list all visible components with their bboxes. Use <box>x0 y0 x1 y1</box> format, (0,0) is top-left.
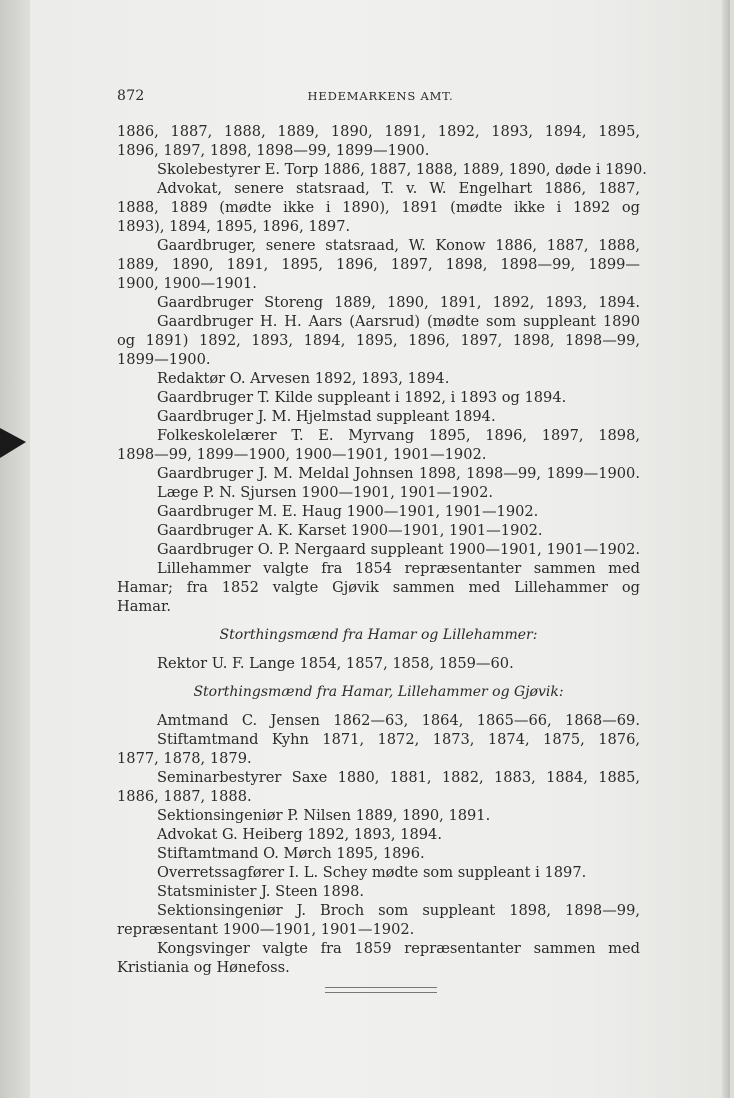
text-line: 1899—1900. <box>117 351 211 368</box>
heading-spacer <box>117 702 640 711</box>
heading-spacer <box>117 645 640 654</box>
text-line: Sektionsingeniør P. Nilsen 1889, 1890, 1891. <box>157 807 491 824</box>
text-line: Gaardbruger O. P. Nergaard suppleant 1900—1901, 1901—1902. <box>157 541 640 558</box>
text-line: 1898—99, 1899—1900, 1900—1901, 1901—1902. <box>117 446 487 463</box>
text-line: Seminarbestyrer Saxe 1880, 1881, 1882, 1883, 1884, 1885, <box>157 769 640 786</box>
text-line: 1886, 1887, 1888, 1889, 1890, 1891, 1892, 1893, 1894, 1895, <box>117 123 640 140</box>
text-line: Hamar; fra 1852 valgte Gjøvik sammen med Lillehammer og <box>117 579 640 596</box>
text-line: Amtmand C. Jensen 1862—63, 1864, 1865—66, 1868—69. <box>157 712 640 729</box>
text-line: Kongsvinger valgte fra 1859 repræsentanter sammen med <box>157 940 640 957</box>
page-right-edge <box>722 0 730 1098</box>
text-line: Skolebestyrer E. Torp 1886, 1887, 1888, 1889, 1890, døde i 1890. <box>157 161 647 178</box>
text-line: Gaardbruger M. E. Haug 1900—1901, 1901—1902. <box>157 503 539 520</box>
text-line: Gaardbruger, senere statsraad, W. Konow 1886, 1887, 1888, <box>157 237 640 254</box>
body-text <box>117 122 647 977</box>
text-line: Gaardbruger H. H. Aars (Aarsrud) (mødte som suppleant 1890 <box>157 313 640 330</box>
section-heading-hamar-lillehammer: Storthingsmænd fra Hamar og Lillehammer: <box>219 627 538 643</box>
text-line: Gaardbruger T. Kilde suppleant i 1892, i 1893 og 1894. <box>157 389 567 406</box>
text-line: Rektor U. F. Lange 1854, 1857, 1858, 1859—60. <box>157 655 514 672</box>
page-tab-mark <box>0 428 26 458</box>
text-line: Lillehammer valgte fra 1854 repræsentanter sammen med <box>157 560 640 577</box>
closing-rule <box>325 987 437 993</box>
text-line: 1888, 1889 (mødte ikke i 1890), 1891 (mødte ikke i 1892 og <box>117 199 640 216</box>
text-line: Kristiania og Hønefoss. <box>117 959 290 976</box>
text-line: 1886, 1887, 1888. <box>117 788 252 805</box>
text-line: Hamar. <box>117 598 171 615</box>
text-line: Overretssagfører I. L. Schey mødte som suppleant i 1897. <box>157 864 587 881</box>
text-line: og 1891) 1892, 1893, 1894, 1895, 1896, 1897, 1898, 1898—99, <box>117 332 640 349</box>
scan-left-shadow <box>0 0 30 1098</box>
text-line: Stiftamtmand O. Mørch 1895, 1896. <box>157 845 425 862</box>
text-line: Gaardbruger A. K. Karset 1900—1901, 1901—1902. <box>157 522 543 539</box>
text-line: Gaardbruger J. M. Hjelmstad suppleant 1894. <box>157 408 496 425</box>
text-line: Stiftamtmand Kyhn 1871, 1872, 1873, 1874, 1875, 1876, <box>157 731 640 748</box>
page-number: 872 <box>117 88 145 104</box>
text-line: Gaardbruger J. M. Meldal Johnsen 1898, 1898—99, 1899—1900. <box>157 465 640 482</box>
text-line: 1877, 1878, 1879. <box>117 750 252 767</box>
text-line: Folkeskolelærer T. E. Myrvang 1895, 1896, 1897, 1898, <box>157 427 640 444</box>
section-heading-hamar-lillehammer-gjovik: Storthingsmænd fra Hamar, Lillehammer og Gjøvik: <box>193 684 564 700</box>
text-line: 1893), 1894, 1895, 1896, 1897. <box>117 218 351 235</box>
text-line: 1900, 1900—1901. <box>117 275 257 292</box>
text-line: 1896, 1897, 1898, 1898—99, 1899—1900. <box>117 142 430 159</box>
text-line: 1889, 1890, 1891, 1895, 1896, 1897, 1898, 1898—99, 1899— <box>117 256 640 273</box>
running-title: HEDEMARKENS AMT. <box>307 89 454 103</box>
text-line: Læge P. N. Sjursen 1900—1901, 1901—1902. <box>157 484 494 501</box>
text-line: Redaktør O. Arvesen 1892, 1893, 1894. <box>157 370 450 387</box>
text-line: repræsentant 1900—1901, 1901—1902. <box>117 921 415 938</box>
text-line: Statsminister J. Steen 1898. <box>157 883 365 900</box>
text-line: Advokat G. Heiberg 1892, 1893, 1894. <box>157 826 442 843</box>
text-line: Sektionsingeniør J. Broch som suppleant 1898, 1898—99, <box>157 902 640 919</box>
page-header <box>117 88 644 106</box>
heading-spacer <box>117 616 640 626</box>
text-line: Advokat, senere statsraad, T. v. W. Engelhart 1886, 1887, <box>157 180 640 197</box>
heading-spacer <box>117 673 640 683</box>
text-line: Gaardbruger Storeng 1889, 1890, 1891, 1892, 1893, 1894. <box>157 294 640 311</box>
